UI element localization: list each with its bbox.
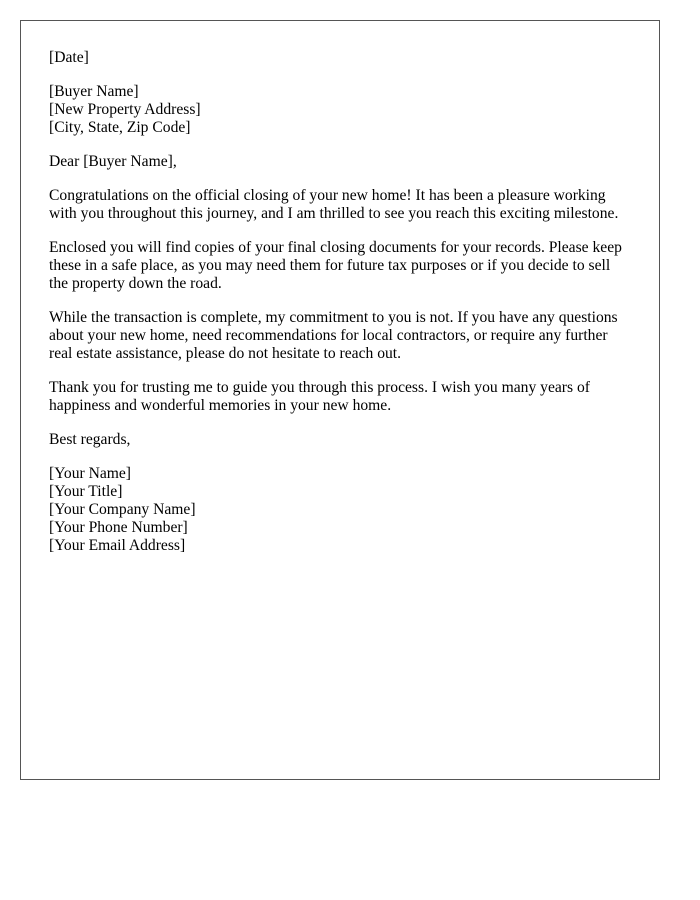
signature-title: [Your Title]: [49, 483, 123, 500]
signature-phone: [Your Phone Number]: [49, 519, 188, 536]
body-paragraph-commitment: While the transaction is complete, my commitment to you is not. If you have any questions about your new home, need recommendations for local contractors, or require any further real estate assistance, please do not hesitate to reach out.: [49, 309, 618, 362]
signature-name: [Your Name]: [49, 465, 132, 482]
body-paragraph-congratulations: Congratulations on the official closing of your new home! It has been a pleasure working with you throughout this journey, and I am thrilled to see you reach this exciting milestone.: [49, 187, 619, 222]
signature-block: [49, 465, 631, 555]
salutation: Dear [Buyer Name],: [49, 153, 177, 170]
body-paragraph-thanks: Thank you for trusting me to guide you through this process. I wish you many years of happiness and wonderful memories in your new home.: [49, 379, 590, 414]
recipient-address-block: [49, 83, 631, 137]
closing: Best regards,: [49, 431, 131, 448]
body-paragraph-documents: Enclosed you will find copies of your final closing documents for your records. Please keep these in a safe place, as you may need them for future tax purposes or if you decide to sell the property down the road.: [49, 239, 622, 292]
recipient-address: [New Property Address]: [49, 101, 201, 118]
signature-company: [Your Company Name]: [49, 501, 196, 518]
signature-email: [Your Email Address]: [49, 537, 186, 554]
recipient-city-state-zip: [City, State, Zip Code]: [49, 119, 191, 136]
recipient-name: [Buyer Name]: [49, 83, 139, 100]
letter-page: [20, 20, 660, 780]
date-line: [Date]: [49, 49, 89, 66]
